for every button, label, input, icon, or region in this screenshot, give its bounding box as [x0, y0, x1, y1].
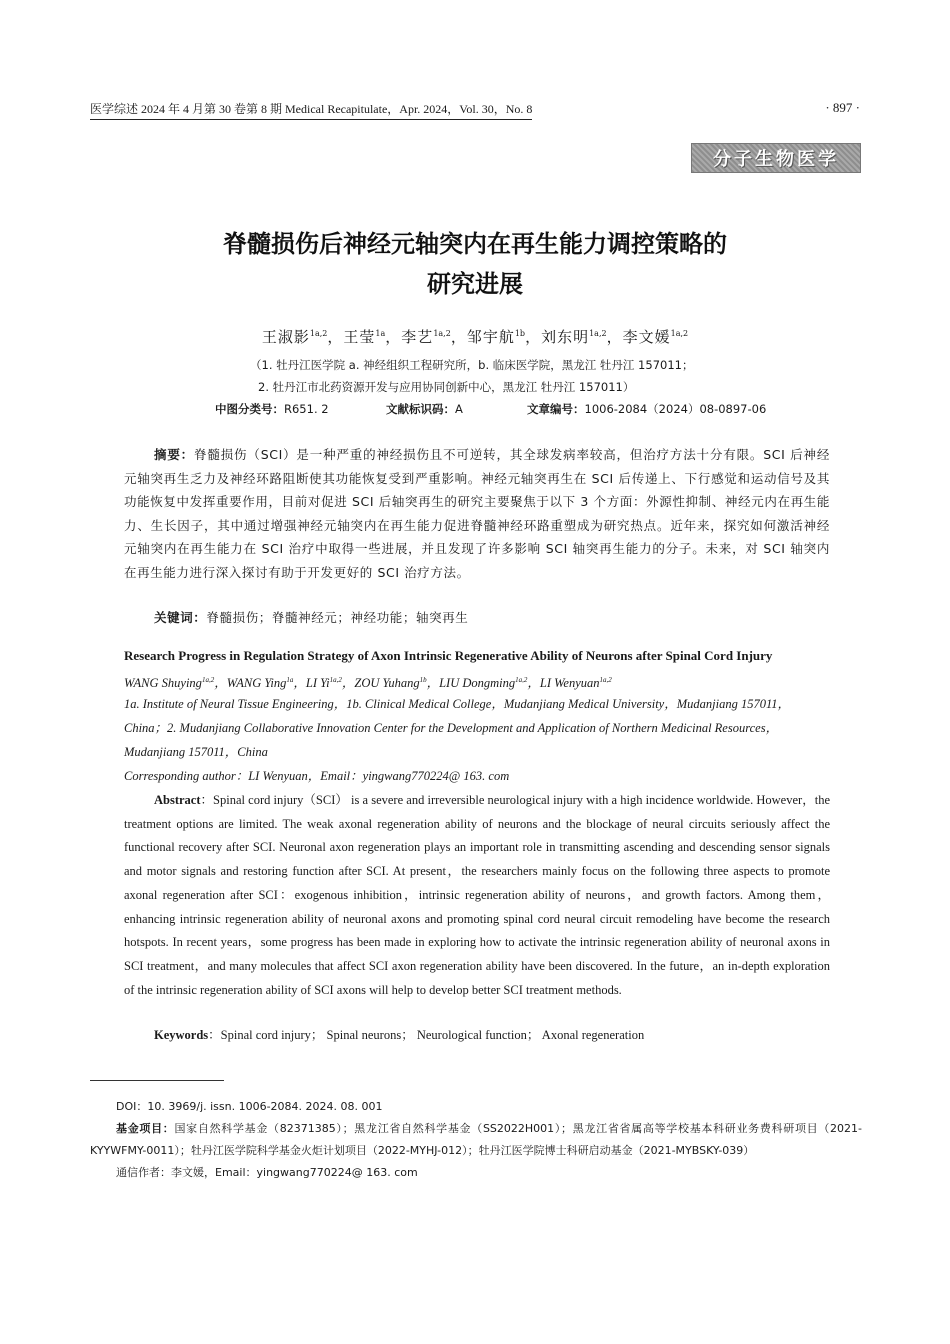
- english-affiliation: 1a. Institute of Neural Tissue Engineering，1b. Clinical Medical College，Mudanjiang Medical University，Mudanjiang 157011，China；2. Mudanjiang Collaborative Innovation Center for the Development and Application of Northern Medicinal Resources，Mudanjiang 157011，China: [124, 697, 791, 759]
- author-name: 王莹: [343, 328, 376, 346]
- author-affil-mark: 1a,2: [309, 329, 328, 338]
- author-affil-mark: 1a: [375, 329, 386, 338]
- author-affil-mark: 1a,2: [670, 329, 689, 338]
- author-affil-mark: 1a,2: [433, 329, 451, 338]
- keywords-cn-text: 脊髓损伤；脊髓神经元；神经功能；轴突再生: [206, 610, 469, 625]
- keywords-en-text: ：Spinal cord injury； Spinal neurons； Neurological function； Axonal regeneration: [208, 1028, 645, 1042]
- abstract-english: [124, 789, 830, 1002]
- author-list: 王淑影$^{1a,2}$，王莹$^{1a}$，李艺$^{1a,2}$，邹宇航$^{1b}$，刘东明$^{1a,2}$，李文媛$^{1a,2}$: [261, 328, 689, 346]
- keywords-english: [154, 1025, 830, 1043]
- keywords-en-label: Keywords: [154, 1028, 209, 1042]
- article-title: [90, 224, 860, 304]
- page-number: · 897 ·: [825, 100, 860, 115]
- affiliation-line-1: （1. 牡丹江医学院 a. 神经组织工程研究所，b. 临床医学院，黑龙江 牡丹江 157011；: [250, 358, 694, 372]
- english-title: Research Progress in Regulation Strategy of Axon Intrinsic Regenerative Ability of Neurons after Spinal Cord Injury: [124, 648, 773, 663]
- clc-number: 中图分类号：R651. 2: [215, 402, 329, 416]
- affiliation-line-2: 2. 牡丹江市北药资源开发与应用协同创新中心，黑龙江 牡丹江 157011）: [258, 380, 635, 394]
- keywords-chinese: [154, 608, 830, 626]
- author-name: 李艺: [401, 328, 434, 346]
- keywords-cn-label: 关键词：: [154, 610, 207, 625]
- abstract-cn-text: 脊髓损伤（SCI）是一种严重的神经损伤且不可逆转，其全球发病率较高，但治疗方法十分有限。SCI 后神经元轴突再生乏力及神经环路阻断使其功能恢复受到严重影响。神经元轴突再生在 SCI 后传递上、下行感觉和运动信号及其功能恢复中发挥重要作用，目前对促进 SCI 后轴突再生的研究主要聚焦于以下 3 个方面：外源性抑制、神经元内在再生能力、生长因子，其中通过增强神经元轴突内在再生能力促进脊髓神经环路重塑成为研究热点。近年来，探究如何激活神经元轴突内在再生能力在 SCI 治疗中取得一些进展，并且发现了许多影响 SCI 轴突再生能力的分子。未来，对 SCI 轴突内在再生能力进行深入探讨有助于开发更好的 SCI 治疗方法。: [124, 447, 830, 580]
- document-code: 文献标识码：A: [386, 402, 463, 416]
- journal-citation: 医学综述 2024 年 4 月第 30 卷第 8 期 Medical Recapitulate，Apr. 2024，Vol. 30，No. 8: [90, 100, 532, 120]
- running-header: [90, 100, 860, 120]
- doi-note: DOI：10. 3969/j. issn. 1006-2084. 2024. 08. 001: [116, 1100, 383, 1113]
- abstract-en-label: Abstract: [154, 793, 201, 807]
- title-line-2: 研究进展: [427, 270, 523, 298]
- abstract-cn-label: 摘要：: [154, 447, 195, 462]
- title-line-1: 脊髓损伤后神经元轴突内在再生能力调控策略的: [223, 230, 727, 258]
- abstract-en-text: ：Spinal cord injury（SCI） is a severe and irreversible neurological injury with a high incidence worldwide. However，the treatment options are limited. The weak axonal regeneration ability of neurons and the blockage of neural circuits seriously affect the functional recovery after SCI. Neuronal axon regeneration plays an important role in transmitting ascending and descending sensor signals and motor signals and restoring function after SCI. At present，the researchers mainly focus on the following three aspects to promote axonal regeneration after SCI：exogenous inhibition，intrinsic regeneration ability of neurons，and growth factors. Among them，enhancing intrinsic regeneration ability of neuronal axons and promoting spinal cord neural circuit remodeling have become the research hotspots. In recent years，some progress has been made in exploring how to activate the intrinsic regeneration ability of neuronal axons in SCI treatment，and many molecules that affect SCI axon regeneration ability have been discovered. In the future，an in-depth exploration of the intrinsic regeneration ability of SCI axons will help to develop better SCI treatment methods.: [124, 793, 830, 997]
- author-name: 李文媛: [622, 328, 671, 346]
- corresponding-note: 通信作者：李文媛，Email：yingwang770224@ 163. com: [116, 1166, 418, 1179]
- footnotes: [90, 1096, 862, 1184]
- footnote-divider: [90, 1080, 224, 1081]
- article-number: 文章编号：1006-2084（2024）08-0897-06: [527, 402, 767, 416]
- english-author-list: WANG Shuying$^{1a,2}$，WANG Ying$^{1a}$，LI $Yi^{1a,2}$，ZOU Yuhang$^{1b}$，LIU Dongming$^{1a,2}$，LI Wenyuan$^{1a,2}$: [124, 676, 612, 691]
- author-name: 刘东明: [541, 328, 590, 346]
- fund-note: 基金项目：国家自然科学基金（82371385）；黑龙江省自然科学基金（SS2022H001）；黑龙江省省属高等学校基本科研业务费科研项目（2021-KYYWFMY-0011）；牡丹江医学院科学基金火炬计划项目（2022-MYHJ-012）；牡丹江医学院博士科研启动基金（2021-MYBSKY-039）: [90, 1122, 862, 1157]
- author-affil-mark: 1a,2: [589, 329, 607, 338]
- abstract-chinese: [124, 443, 830, 584]
- english-corresponding-author: Corresponding author：LI Wenyuan，Email：yingwang770224@ 163. com: [124, 769, 510, 783]
- author-name: 邹宇航: [466, 328, 515, 346]
- author-name: 王淑影: [261, 328, 310, 346]
- section-tag: 分子生物医学: [691, 143, 861, 173]
- author-affil-mark: 1b: [514, 329, 526, 338]
